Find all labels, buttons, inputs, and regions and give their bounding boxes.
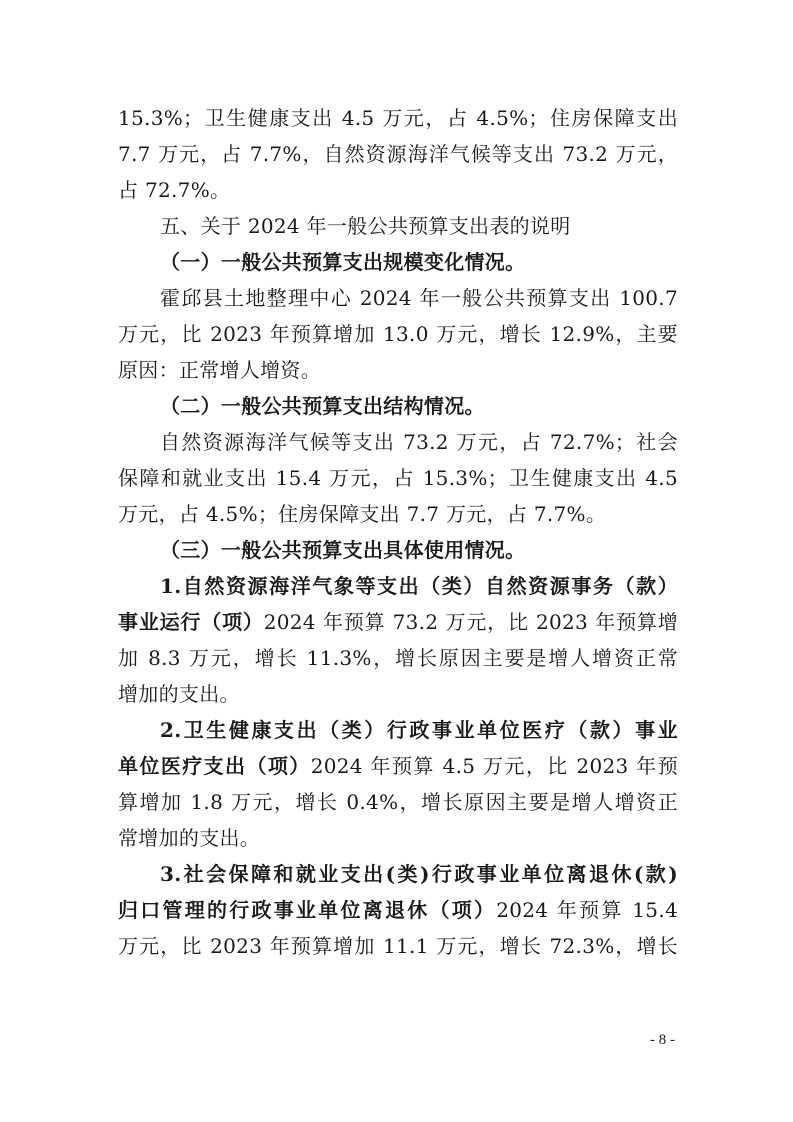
- item-heading-tail: 事业运行（项）: [118, 610, 264, 634]
- page-number: - 8 -: [650, 1032, 675, 1048]
- text-line: [118, 604, 678, 640]
- text-line: 常增加的支出。: [118, 826, 261, 850]
- text-line: 万元，占 4.5%；住房保障支出 7.7 万元，占 7.7%。: [118, 502, 607, 526]
- text-segment: 2024 年预算 4.5 万元，比 2023 年预: [310, 754, 678, 778]
- text-line: [118, 892, 678, 928]
- text-line: 万元，比 2023 年预算增加 11.1 万元，增长 72.3%，增长: [118, 934, 678, 958]
- document-body: [118, 100, 678, 964]
- text-line: 原因：正常增人增资。: [118, 358, 321, 382]
- text-line: [118, 748, 678, 784]
- item-heading: 1.自然资源海洋气象等支出（类）自然资源事务（款）: [160, 574, 678, 598]
- item-heading: 3.社会保障和就业支出(类)行政事业单位离退休(款): [160, 862, 678, 886]
- subsection-heading: （一）一般公共预算支出规模变化情况。: [160, 250, 526, 274]
- text-line: 占 72.7%。: [118, 178, 231, 202]
- text-line: 霍邱县土地整理中心 2024 年一般公共预算支出 100.7: [160, 286, 678, 310]
- item-heading: 2.卫生健康支出（类）行政事业单位医疗（款）事业: [160, 718, 678, 742]
- text-line: 增加的支出。: [118, 682, 240, 706]
- text-segment: 2024 年预算 73.2 万元，比 2023 年预算增: [263, 610, 679, 634]
- section-heading: 五、关于 2024 年一般公共预算支出表的说明: [160, 214, 571, 238]
- subsection-heading: （三）一般公共预算支出具体使用情况。: [160, 538, 526, 562]
- item-heading-tail: 单位医疗支出（项）: [118, 754, 311, 778]
- item-heading-tail: 归口管理的行政事业单位离退休（项）: [118, 898, 497, 922]
- text-line: 保障和就业支出 15.4 万元，占 15.3%；卫生健康支出 4.5: [118, 466, 678, 490]
- text-line: 7.7 万元，占 7.7%，自然资源海洋气候等支出 73.2 万元，: [118, 142, 678, 166]
- text-line: 万元，比 2023 年预算增加 13.0 万元，增长 12.9%，主要: [118, 322, 678, 346]
- text-segment: 2024 年预算 15.4: [496, 898, 679, 922]
- text-line: 加 8.3 万元，增长 11.3%，增长原因主要是增人增资正常: [118, 646, 678, 670]
- text-line: 算增加 1.8 万元，增长 0.4%，增长原因主要是增人增资正: [118, 790, 678, 814]
- text-line: 自然资源海洋气候等支出 73.2 万元，占 72.7%；社会: [160, 430, 678, 454]
- text-line: 15.3%；卫生健康支出 4.5 万元，占 4.5%；住房保障支出: [118, 106, 678, 130]
- subsection-heading: （二）一般公共预算支出结构情况。: [160, 394, 485, 418]
